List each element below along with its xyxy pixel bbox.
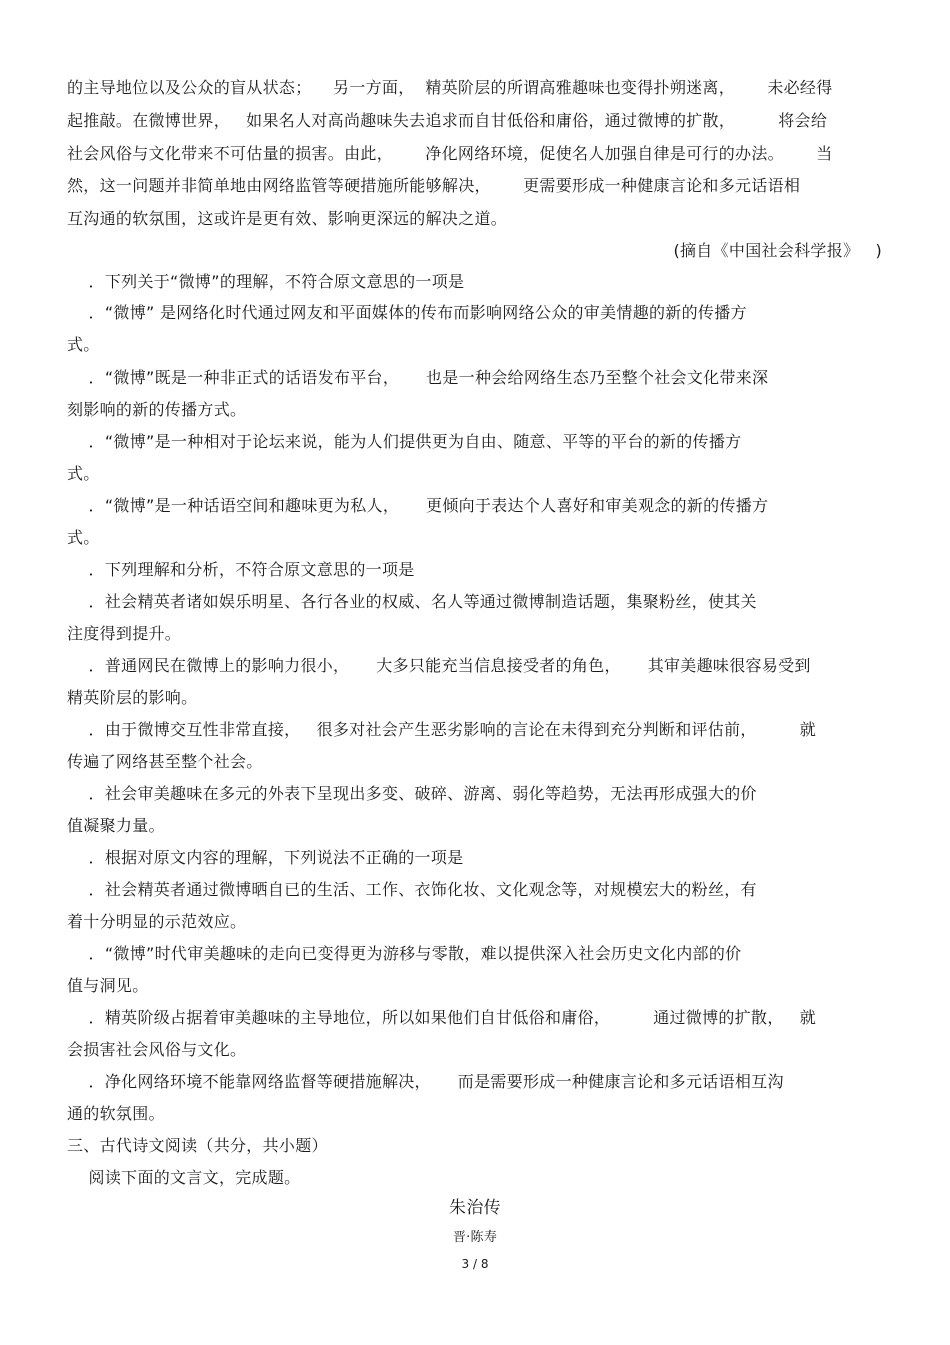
text-line: 通的软氛围。	[67, 1104, 165, 1123]
text-line: 注度得到提升。	[67, 624, 182, 643]
section-heading: 三、古代诗文阅读（共分，共小题）	[67, 1136, 328, 1155]
answer-option: ．“微博” 是网络化时代通过网友和平面媒体的传布而影响网络公众的审美情趣的新的传播方	[67, 303, 747, 322]
answer-option: ．社会审美趣味在多元的外表下呈现出多变、破碎、游离、弱化等趋势，无法再形成强大的价	[67, 784, 757, 803]
text-line: 式。	[67, 464, 100, 483]
answer-option: ．由于微博交互性非常直接， 很多对社会产生恶劣影响的言论在未得到充分判断和评估前， 就	[67, 720, 817, 739]
text-line: 着十分明显的示范效应。	[67, 912, 247, 931]
answer-option: ．“微博”是一种话语空间和趣味更为私人， 更倾向于表达个人喜好和审美观念的新的传播方	[67, 496, 769, 515]
question-stem: ．下列关于“微博”的理解，不符合原文意思的一项是	[67, 272, 465, 291]
text-line: 然，这一问题并非简单地由网络监管等硬措施所能够解决， 更需要形成一种健康言论和多元话语相	[67, 176, 801, 195]
article-title: 朱治传	[449, 1198, 501, 1218]
answer-option: ．社会精英者诸如娱乐明星、各行各业的权威、名人等通过微博制造话题，集聚粉丝，使其关	[67, 592, 757, 611]
text-line: 精英阶层的影响。	[67, 688, 198, 707]
answer-option: ．净化网络环境不能靠网络监督等硬措施解决， 而是需要形成一种健康言论和多元话语相互沟	[67, 1072, 784, 1091]
answer-option: ．精英阶级占据着审美趣味的主导地位，所以如果他们自甘低俗和庸俗， 通过微博的扩散， 就	[67, 1008, 817, 1027]
text-line: 会损害社会风俗与文化。	[67, 1040, 247, 1059]
text-line: 式。	[67, 528, 100, 547]
text-line: 式。	[67, 335, 100, 354]
text-line: 的主导地位以及公众的盲从状态； 另一方面， 精英阶层的所谓高雅趣味也变得扑朔迷离， 未必经得	[67, 78, 833, 97]
text-line: 互沟通的软氛围，这或许是更有效、影响更深远的解决之道。	[67, 209, 508, 228]
text-line: 刻影响的新的传播方式。	[67, 400, 247, 419]
answer-option: ．“微博”时代审美趣味的走向已变得更为游移与零散，难以提供深入社会历史文化内部的价	[67, 944, 742, 963]
text-line: 值凝聚力量。	[67, 816, 165, 835]
source-citation: (摘自《中国社会科学报》 )	[673, 241, 882, 260]
question-stem: ．下列理解和分析，不符合原文意思的一项是	[67, 560, 415, 579]
question-stem: ．根据对原文内容的理解，下列说法不正确的一项是	[67, 848, 464, 867]
text-line: 起推敲。在微博世界， 如果名人对高尚趣味失去追求而自甘低俗和庸俗，通过微博的扩散， 将会给	[67, 111, 828, 130]
instruction-text: 阅读下面的文言文，完成题。	[67, 1168, 301, 1187]
answer-option: ．“微博”是一种相对于论坛来说，能为人们提供更为自由、随意、平等的平台的新的传播方	[67, 432, 742, 451]
answer-option: ．社会精英者通过微博晒自已的生活、工作、衣饰化妆、文化观念等，对规模宏大的粉丝，有	[67, 880, 757, 899]
article-author: 晋·陈寿	[452, 1230, 498, 1245]
text-line: 社会风俗与文化带来不可估量的损害。由此， 净化网络环境，促使名人加强自律是可行的办法。 当	[67, 144, 833, 163]
text-line: 传遍了网络甚至整个社会。	[67, 752, 263, 771]
answer-option: ．“微博”既是一种非正式的话语发布平台， 也是一种会给网络生态乃至整个社会文化带来深	[67, 368, 769, 387]
text-line: 值与洞见。	[67, 976, 149, 995]
answer-option: ．普通网民在微博上的影响力很小， 大多只能充当信息接受者的角色， 其审美趣味很容易受到	[67, 656, 811, 675]
page-number: 3 / 8	[461, 1257, 489, 1271]
